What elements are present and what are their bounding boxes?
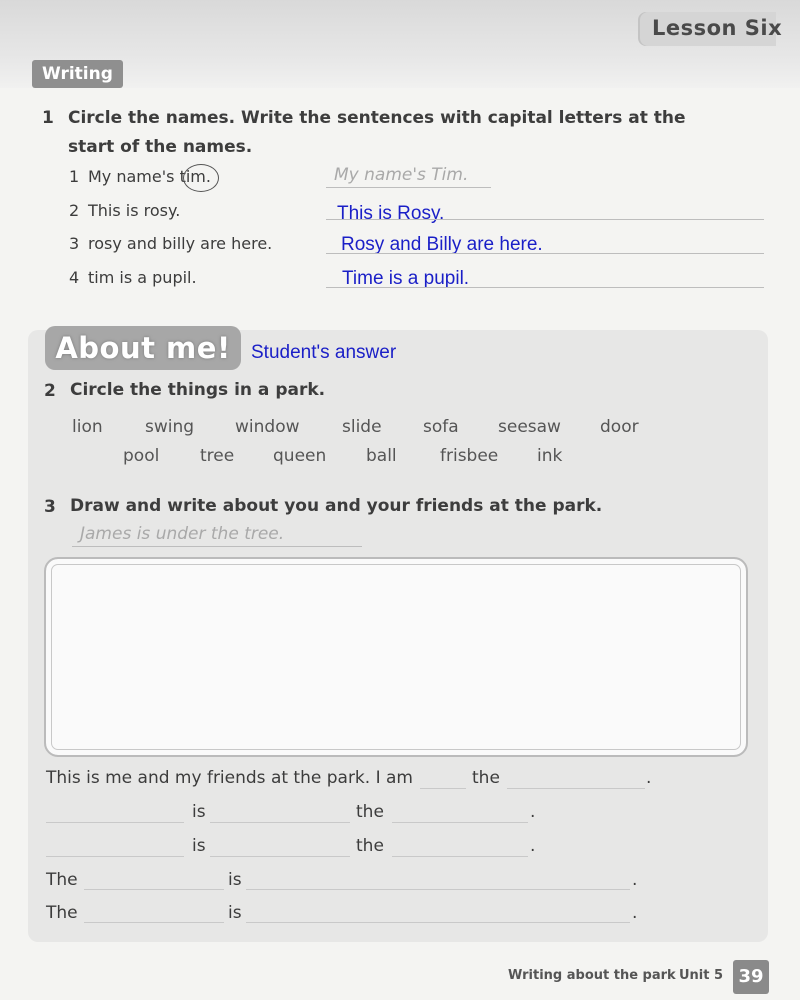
blank[interactable] xyxy=(210,856,350,857)
period: . xyxy=(632,903,638,923)
blank[interactable] xyxy=(84,922,224,923)
word-option[interactable]: pool xyxy=(123,446,160,466)
blank[interactable] xyxy=(246,889,630,890)
writing-line-5-the: The xyxy=(46,903,78,923)
item-2-number: 2 xyxy=(69,201,80,220)
blank[interactable] xyxy=(392,856,528,857)
item-2-student-answer[interactable]: This is Rosy. xyxy=(337,203,445,224)
circle-mark xyxy=(183,164,219,192)
item-1-suffix: . xyxy=(205,167,211,186)
item-3-sentence: rosy and billy are here. xyxy=(88,234,273,253)
word-option[interactable]: swing xyxy=(145,417,195,437)
section-tag-writing: Writing xyxy=(32,60,123,88)
item-4-answer-line xyxy=(326,287,764,288)
drawing-box[interactable] xyxy=(44,557,748,757)
footer-topic: Writing about the park xyxy=(508,968,676,983)
writing-line-4-the: The xyxy=(46,870,78,890)
period: . xyxy=(632,870,638,890)
example-line xyxy=(72,546,362,547)
item-3-number: 3 xyxy=(69,234,80,253)
word-option[interactable]: ink xyxy=(537,446,563,466)
word-option[interactable]: sofa xyxy=(423,417,459,437)
word-option[interactable]: lion xyxy=(72,417,103,437)
item-2-sentence: This is rosy. xyxy=(88,201,181,220)
exercise-1-number: 1 xyxy=(42,108,54,128)
item-1-circled-name: tim xyxy=(179,167,206,186)
about-me-badge: About me! xyxy=(45,326,241,370)
exercise-2-instruction: Circle the things in a park. xyxy=(70,380,326,400)
word-option[interactable]: seesaw xyxy=(498,417,561,437)
blank[interactable] xyxy=(420,788,466,789)
item-3-answer-line xyxy=(326,253,764,254)
period: . xyxy=(530,836,536,856)
item-1-prefix: My name's xyxy=(88,167,180,186)
writing-line-3-the: the xyxy=(356,836,384,856)
writing-line-1-the: the xyxy=(472,768,500,788)
blank[interactable] xyxy=(46,822,184,823)
word-option[interactable]: ball xyxy=(366,446,397,466)
writing-line-4-is: is xyxy=(228,870,242,890)
word-option[interactable]: queen xyxy=(273,446,327,466)
word-option[interactable]: door xyxy=(600,417,639,437)
word-option[interactable]: slide xyxy=(342,417,382,437)
writing-line-2-the: the xyxy=(356,802,384,822)
lesson-title: Lesson Six xyxy=(652,16,783,40)
word-option[interactable]: window xyxy=(235,417,300,437)
item-1-number: 1 xyxy=(69,167,80,186)
item-2-answer-line xyxy=(326,219,764,220)
blank[interactable] xyxy=(507,788,645,789)
writing-line-5-is: is xyxy=(228,903,242,923)
item-3-student-answer[interactable]: Rosy and Billy are here. xyxy=(341,234,543,255)
word-option[interactable]: tree xyxy=(200,446,235,466)
period: . xyxy=(530,802,536,822)
blank[interactable] xyxy=(246,922,630,923)
period: . xyxy=(646,768,652,788)
exercise-1-instruction-line1: Circle the names. Write the sentences with capital letters at the xyxy=(68,108,686,128)
exercise-2-number: 2 xyxy=(44,381,56,401)
exercise-3-example: James is under the tree. xyxy=(80,524,285,544)
footer-unit: Unit 5 xyxy=(679,968,724,983)
item-1-answer-line xyxy=(326,187,491,188)
writing-line-2-is: is xyxy=(192,802,206,822)
exercise-3-number: 3 xyxy=(44,497,56,517)
writing-line-1-text: This is me and my friends at the park. I am xyxy=(46,768,413,788)
word-option[interactable]: frisbee xyxy=(440,446,499,466)
student-answer-note: Student's answer xyxy=(251,342,397,363)
item-4-student-answer[interactable]: Time is a pupil. xyxy=(342,268,470,289)
item-1-model-answer: My name's Tim. xyxy=(334,165,469,185)
writing-line-3-is: is xyxy=(192,836,206,856)
page-number: 39 xyxy=(733,960,769,994)
blank[interactable] xyxy=(46,856,184,857)
exercise-1-instruction-line2: start of the names. xyxy=(68,137,253,157)
blank[interactable] xyxy=(210,822,350,823)
blank[interactable] xyxy=(392,822,528,823)
blank[interactable] xyxy=(84,889,224,890)
item-4-number: 4 xyxy=(69,268,80,287)
exercise-3-instruction: Draw and write about you and your friends at the park. xyxy=(70,496,603,516)
item-4-sentence: tim is a pupil. xyxy=(88,268,197,287)
